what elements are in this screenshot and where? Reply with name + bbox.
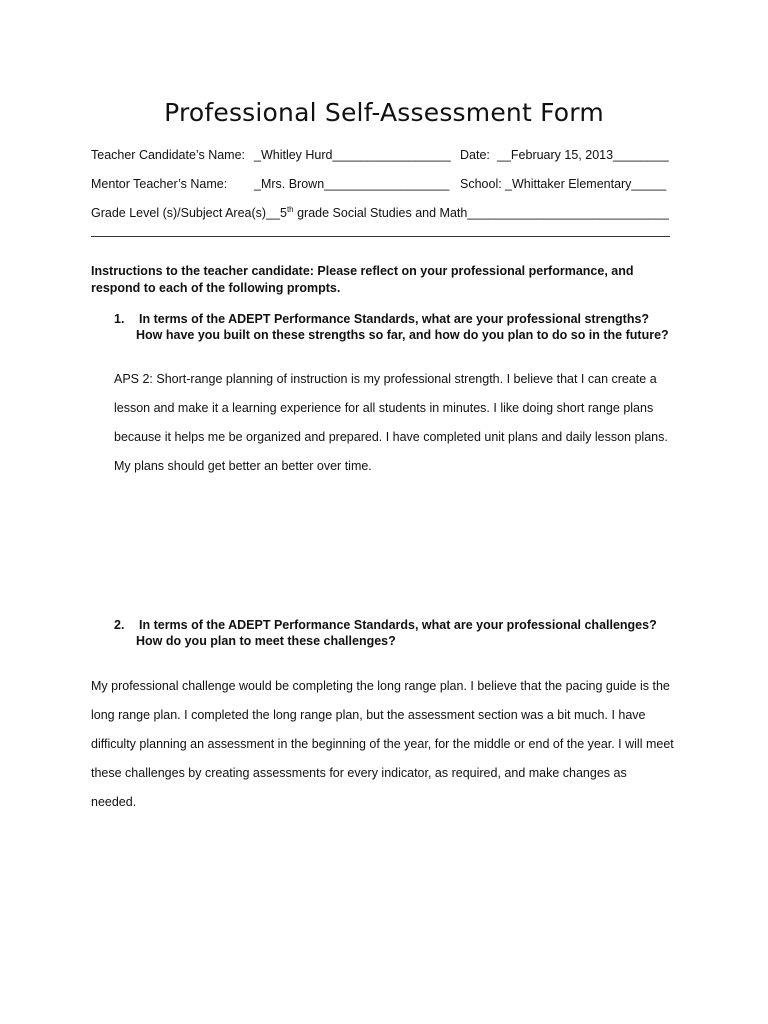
prompt-2-line-2: How do you plan to meet these challenges? (136, 634, 396, 648)
answer-1-line: My plans should get better an better over time. (114, 459, 372, 473)
grade-superscript: th (286, 204, 294, 214)
answer-2-line: needed. (91, 795, 137, 809)
school-label: School: (460, 177, 502, 191)
date-value: __February 15, 2013________ (497, 148, 669, 162)
answer-1-line: APS 2: Short-range planning of instruction is my professional strength. I believe that I can create a (114, 372, 657, 386)
grade-level-value: grade Social Studies and Math_____________________________ (293, 206, 669, 220)
candidate-name-value: _Whitley Hurd_________________ (254, 148, 451, 162)
form-title: Professional Self-Assessment Form (164, 98, 604, 127)
grade-level-label: Grade Level (s)/Subject Area(s)__5 (91, 206, 287, 220)
date-label: Date: (460, 148, 490, 162)
instructions-line-2: respond to each of the following prompts. (91, 281, 341, 295)
answer-2-line: difficulty planning an assessment in the beginning of the year, for the middle or end of the year. I will meet (91, 737, 674, 751)
grade-level-field (91, 205, 669, 221)
answer-2-line: long range plan. I completed the long range plan, but the assessment section was a bit much. I have (91, 708, 646, 722)
mentor-name-label: Mentor Teacher’s Name: (91, 177, 228, 191)
school-value: _Whittaker Elementary_____ (505, 177, 667, 191)
answer-1-line: lesson and make it a learning experience for all students in minutes. I like doing short range plans (114, 401, 654, 415)
prompt-2-line-1: In terms of the ADEPT Performance Standards, what are your professional challenges? (139, 618, 657, 632)
divider-line (91, 236, 670, 237)
answer-1-line: because it helps me be organized and prepared. I have completed unit plans and daily lesson plans. (114, 430, 668, 444)
answer-2 (91, 679, 674, 824)
prompt-1-line-1: In terms of the ADEPT Performance Standards, what are your professional strengths? (139, 312, 650, 326)
prompt-1-number: 1. (114, 312, 125, 326)
candidate-name-label: Teacher Candidate’s Name: (91, 148, 246, 162)
instructions-line-1: Instructions to the teacher candidate: Please reflect on your professional performance, and (91, 264, 634, 278)
prompt-2-number: 2. (114, 618, 125, 632)
answer-2-line: these challenges by creating assessments for every indicator, as required, and make changes as (91, 766, 627, 780)
mentor-name-value: _Mrs. Brown__________________ (254, 177, 450, 191)
prompt-1-line-2: How have you built on these strengths so far, and how do you plan to do so in the future? (136, 328, 669, 342)
answer-1 (114, 372, 668, 488)
answer-2-line: My professional challenge would be completing the long range plan. I believe that the pacing guide is the (91, 679, 670, 693)
